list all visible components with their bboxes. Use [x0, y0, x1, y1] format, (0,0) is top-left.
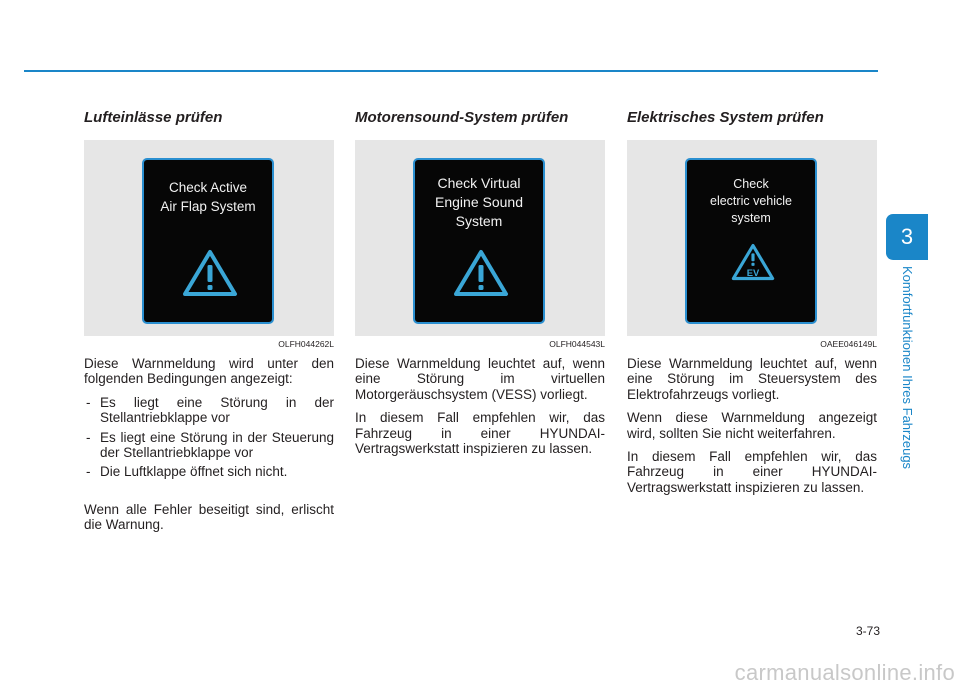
- display-line: Check Active: [168, 180, 248, 195]
- figure: [627, 140, 877, 336]
- section-electric-system: [627, 108, 877, 503]
- paragraph: Wenn diese Warnmeldung angezeigt wird, sollten Sie nicht weiterfahren.: [627, 410, 877, 441]
- section-heading: Motorensound-System prüfen: [355, 109, 569, 126]
- display-message: [415, 174, 543, 231]
- chapter-title-text: Komfortfunktionen Ihres Fahrzeugs: [900, 266, 915, 470]
- chapter-tab: 3: [886, 214, 928, 260]
- section-engine-sound: [355, 108, 605, 464]
- cluster-display: [142, 158, 274, 324]
- figure: [355, 140, 605, 336]
- display-line: Air Flap System: [160, 199, 256, 214]
- display-message: [687, 176, 815, 227]
- list-item: - Es liegt eine Störung in der Steuerung der Stellantriebklappe vor: [86, 429, 334, 461]
- display-line: electric vehicle: [710, 194, 792, 208]
- outro-paragraph: Wenn alle Fehler beseitigt sind, erlischt die Warnung.: [84, 501, 334, 533]
- condition-list: [84, 395, 334, 480]
- section-body: [355, 356, 605, 456]
- section-body: [627, 356, 877, 495]
- display-line: System: [455, 213, 503, 229]
- figure: [84, 140, 334, 336]
- section-heading: Elektrisches System prüfen: [627, 109, 824, 126]
- page-number: 3-73: [855, 624, 880, 638]
- display-line: Engine Sound: [435, 194, 523, 210]
- chapter-title: [896, 266, 918, 496]
- figure-caption: OLFH044543L: [549, 339, 605, 349]
- section-heading: Lufteinlässe prüfen: [84, 109, 223, 126]
- cluster-display: [413, 158, 545, 324]
- paragraph: Diese Warnmeldung leuchtet auf, wenn eine Störung im Steuersystem des Elektrofahrzeugs vorliegt.: [627, 356, 877, 402]
- warning-triangle-icon: [182, 248, 238, 298]
- paragraph: In diesem Fall empfehlen wir, das Fahrzeug in einer HYUNDAI-Vertragswerkstatt inspizieren zu lassen.: [627, 449, 877, 495]
- cluster-display: [685, 158, 817, 324]
- intro-paragraph: Diese Warnmeldung wird unter den folgenden Bedingungen angezeigt:: [84, 356, 334, 387]
- figure-caption: OAEE046149L: [820, 339, 877, 349]
- list-item: - Die Luftklappe öffnet sich nicht.: [86, 464, 288, 480]
- display-message: [144, 178, 272, 216]
- ev-label: EV: [746, 267, 760, 279]
- watermark: carmanualsonline.info: [734, 660, 955, 685]
- section-air-flap: [84, 108, 334, 541]
- list-item: - Es liegt eine Störung in der Stellantriebklappe vor: [86, 394, 334, 426]
- display-line: system: [731, 211, 771, 225]
- ev-warning-triangle-icon: [731, 242, 775, 282]
- paragraph: In diesem Fall empfehlen wir, das Fahrzeug in einer HYUNDAI-Vertragswerkstatt inspizieren zu lassen.: [355, 410, 605, 457]
- display-line: Check: [733, 177, 769, 191]
- warning-triangle-icon: [453, 248, 509, 298]
- section-body: [84, 356, 334, 533]
- paragraph: Diese Warnmeldung leuchtet auf, wenn eine Störung im virtuellen Motorgeräuschsystem (VESS) vorliegt.: [355, 356, 605, 402]
- figure-caption: OLFH044262L: [278, 339, 334, 349]
- top-rule: [24, 70, 878, 72]
- display-line: Check Virtual: [437, 175, 521, 191]
